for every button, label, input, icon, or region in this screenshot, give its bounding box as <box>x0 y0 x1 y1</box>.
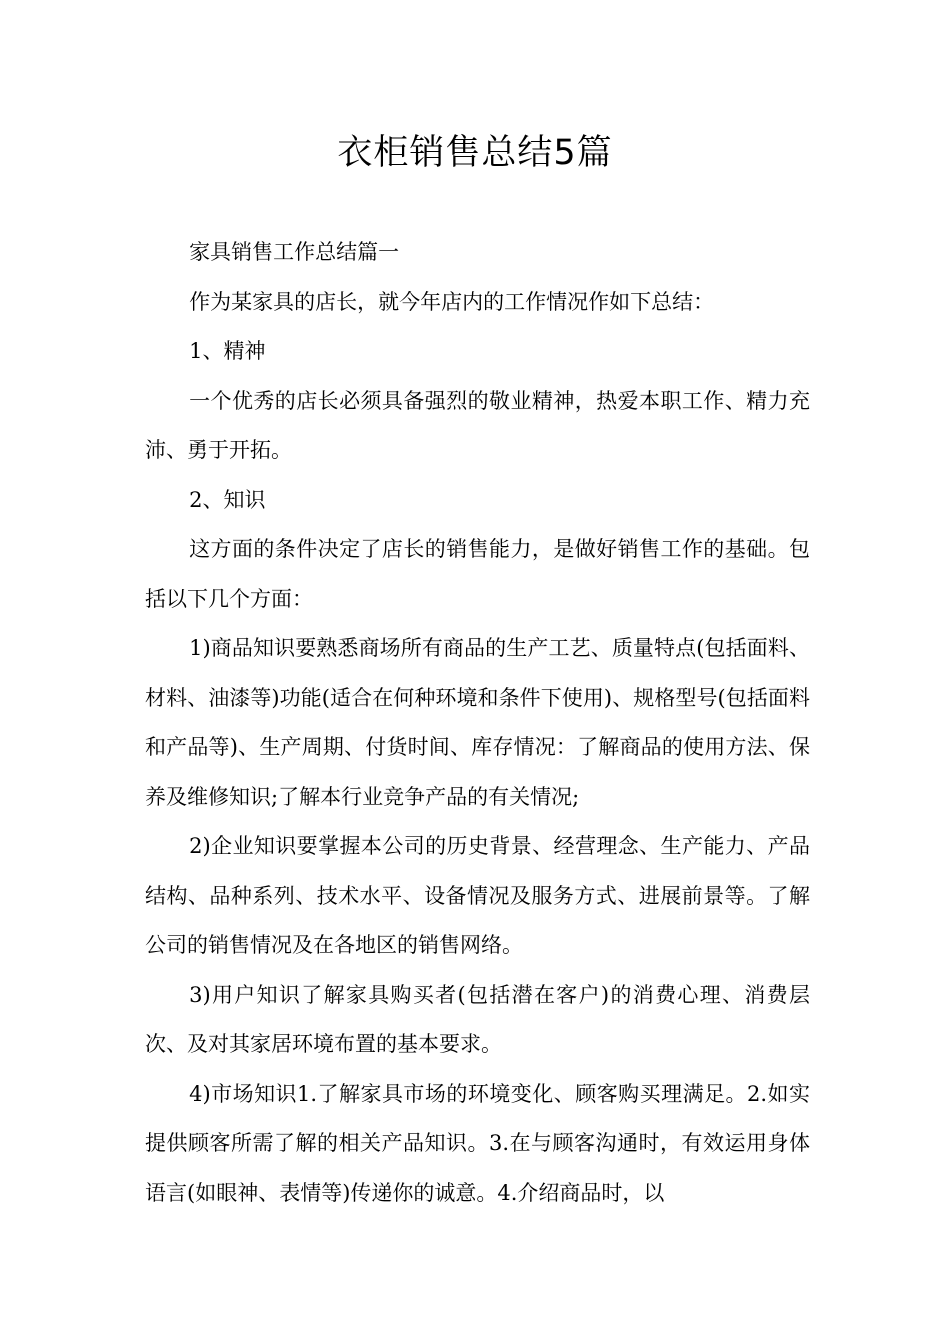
paragraph: 作为某家具的店长，就今年店内的工作情况作如下总结： <box>189 289 715 314</box>
document-body <box>145 228 810 1218</box>
document-title: 衣柜销售总结5篇 <box>337 133 613 173</box>
paragraph: 一个优秀的店长必须具备强烈的敬业精神，热爱本职工作、精力充沛、勇于开拓。 <box>145 388 810 462</box>
paragraph: 4)市场知识1.了解家具市场的环境变化、顾客购买理满足。2.如实提供顾客所需了解的相关产品知识。3.在与顾客沟通时，有效运用身体语言(如眼神、表情等)传递你的诚意。4.介绍商品时，以 <box>145 1081 810 1205</box>
paragraph: 这方面的条件决定了店长的销售能力，是做好销售工作的基础。包括以下几个方面： <box>145 537 810 611</box>
subheading: 1、精神 <box>189 339 266 363</box>
paragraph: 1)商品知识要熟悉商场所有商品的生产工艺、质量特点(包括面料、材料、油漆等)功能(适合在何种环境和条件下使用)、规格型号(包括面料和产品等)、生产周期、付货时间、库存情况：了解商品的使用方法、保养及维修知识;了解本行业竞争产品的有关情况; <box>145 636 810 809</box>
paragraph: 3)用户知识了解家具购买者(包括潜在客户)的消费心理、消费层次、及对其家居环境布置的基本要求。 <box>145 982 810 1056</box>
subheading: 2、知识 <box>189 487 266 512</box>
section-heading: 家具销售工作总结篇一 <box>189 240 400 264</box>
paragraph: 2)企业知识要掌握本公司的历史背景、经营理念、生产能力、产品结构、品种系列、技术水平、设备情况及服务方式、进展前景等。了解公司的销售情况及在各地区的销售网络。 <box>145 834 810 957</box>
